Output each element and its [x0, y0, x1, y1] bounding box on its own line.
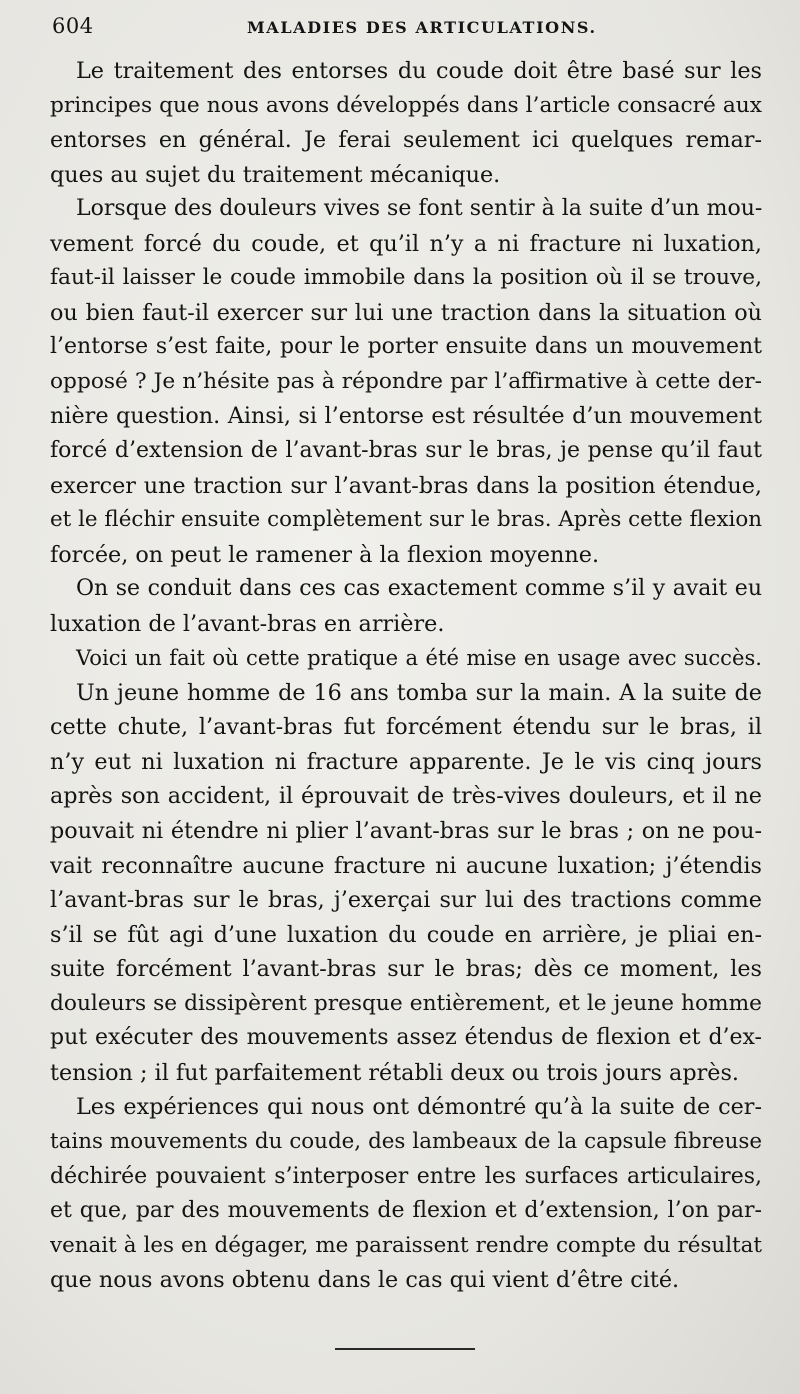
text-line: put exécuter des mouvements assez étendus de flexion et d’ex- [50, 1025, 762, 1051]
footnote-rule [335, 1348, 475, 1350]
text-line: n’y eut ni luxation ni fracture apparente. Je le vis cinq jours [50, 748, 762, 775]
text-line: entorses en général. Je ferai seulement ici quelques remar- [50, 127, 762, 154]
text-line: ques au sujet du traitement mécanique. [50, 161, 501, 188]
text-line: déchirée pouvaient s’interposer entre les surfaces articulaires, [50, 1163, 762, 1189]
text-line: opposé ? Je n’hésite pas à répondre par l’affirmative à cette der- [50, 368, 762, 394]
text-line: tension ; il fut parfaitement rétabli deux ou trois jours après. [50, 1059, 740, 1086]
text-line: Le traitement des entorses du coude doit être basé sur les [76, 58, 762, 84]
text-line: Un jeune homme de 16 ans tomba sur la main. A la suite de [76, 679, 762, 706]
text-line: faut-il laisser le coude immobile dans la position où il se trouve, [50, 265, 762, 291]
body-text [50, 54, 762, 1298]
page-header [52, 14, 752, 46]
paragraph [50, 676, 762, 1091]
text-line: forcé d’extension de l’avant-bras sur le bras, je pense qu’il faut [50, 438, 762, 464]
text-line: Les expériences qui nous ont démontré qu’à la suite de cer- [76, 1094, 762, 1121]
text-line: venait à les en dégager, me paraissent rendre compte du résultat [50, 1232, 762, 1258]
paragraph [50, 572, 762, 641]
paragraph [50, 1090, 762, 1297]
text-line: Voici un fait où cette pratique a été mise en usage avec succès. [76, 645, 762, 671]
text-line: tains mouvements du coude, des lambeaux de la capsule fibreuse [50, 1128, 762, 1154]
text-line: l’avant-bras sur le bras, j’exerçai sur lui des tractions comme [50, 887, 762, 914]
text-line: douleurs se dissipèrent presque entièrement, et le jeune homme [50, 990, 762, 1016]
text-line: vement forcé du coude, et qu’il n’y a ni fracture ni luxation, [50, 230, 762, 257]
text-line: que nous avons obtenu dans le cas qui vient d’être cité. [50, 1267, 680, 1294]
paragraph [50, 192, 762, 572]
text-line: cette chute, l’avant-bras fut forcément étendu sur le bras, il [50, 714, 762, 741]
paragraph [50, 54, 762, 192]
text-line: et le fléchir ensuite complètement sur le bras. Après cette flexion [50, 507, 762, 533]
text-line: principes que nous avons développés dans l’article consacré aux [50, 92, 762, 118]
text-line: nière question. Ainsi, si l’entorse est résultée d’un mouvement [50, 403, 762, 430]
text-line: après son accident, il éprouvait de très-vives douleurs, et il ne [50, 783, 762, 810]
text-line: luxation de l’avant-bras en arrière. [50, 610, 445, 637]
running-head: MALADIES DES ARTICULATIONS. [247, 18, 597, 37]
text-line: Lorsque des douleurs vives se font sentir à la suite d’un mou- [76, 196, 762, 222]
text-line: suite forcément l’avant-bras sur le bras; dès ce moment, les [50, 956, 762, 983]
text-line: On se conduit dans ces cas exactement comme s’il y avait eu [76, 576, 762, 602]
page-number: 604 [52, 14, 94, 38]
text-line: et que, par des mouvements de flexion et d’extension, l’on par- [50, 1198, 762, 1224]
text-line: pouvait ni étendre ni plier l’avant-bras sur le bras ; on ne pou- [50, 818, 762, 845]
text-line: ou bien faut-il exercer sur lui une traction dans la situation où [50, 299, 762, 326]
text-line: exercer une traction sur l’avant-bras dans la position étendue, [50, 472, 762, 499]
text-line: l’entorse s’est faite, pour le porter ensuite dans un mouvement [50, 334, 762, 360]
text-line: s’il se fût agi d’une luxation du coude en arrière, je pliai en- [50, 921, 762, 948]
paragraph [50, 641, 762, 676]
text-line: vait reconnaître aucune fracture ni aucune luxation; j’étendis [50, 852, 762, 879]
text-line: forcée, on peut le ramener à la flexion moyenne. [50, 541, 600, 568]
